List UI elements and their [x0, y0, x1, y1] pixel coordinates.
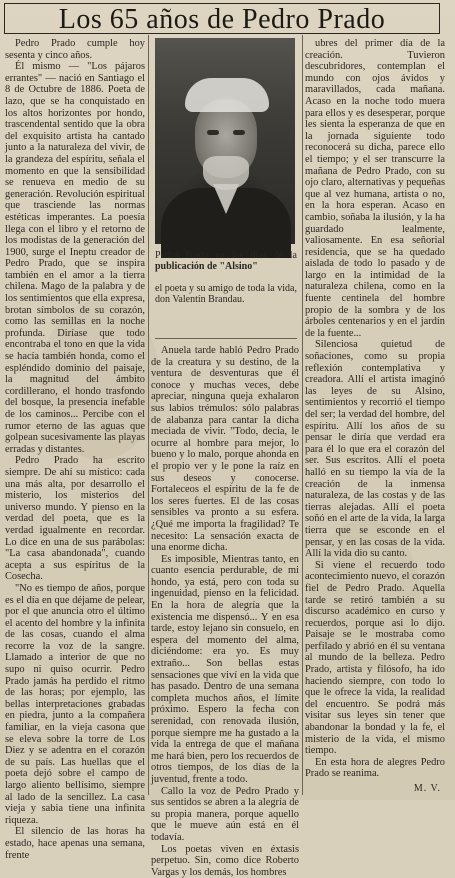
caption-prefix: Pedro Prado en los días de la — [155, 250, 297, 261]
paragraph: El silencio de las horas ha estado, hace apenas una semana, frente — [5, 826, 145, 861]
paragraph: Callo la voz de Pedro Prado y sus sentidos se abren a la alegría de su propia manera, porque aquello que le mueve aún está en él todavía. — [151, 785, 299, 843]
paragraph: Pedro Prado ha escrito siempre. De ahí su místico: cada una más alta, por desarrollo el misterio, los misterios del universo mundo. Y pienso en la verdad del poeta, que es la verdad igualmente en recordar. Lo dice en una de sus parábolas: "La casa abandonada", cuando acepta a sus espíritus de la Cosecha. — [5, 455, 145, 583]
paragraph: Si viene el recuerdo todo acontecimiento nuevo, el corazón fiel de Pedro Prado. Aquella tarde se retiró también a su discurso académico en curso y recuerdos, porque asi lo dijo. Paisaje se le mostraba como perfilado y abrió en él su ventana al mundo de la belleza. Pedro Prado, artista y filósofo, ha ido haciendo siempre, con todo lo que le ofrece la vida, la realidad del encuentro. Se podrá más visitar sus leyes sin tener que abandonar la bondad y la fe, el misterio de la vida, el mismo tiempo. — [305, 559, 445, 757]
paragraph: Es imposible, Mientras tanto, en cuanto esencia perdurable, de mi hondo, ya está, pero con toda su ingenuidad, pienso en la felicidad. En la hora de alegría que la existencia me dispensó... Y en esa tarde, estoy lejano sin consuelo, en espera del momento del alma, diciéndome: era yo. Es muy extraño... Son bellas estas sensaciones que viví en la vida que has pasado. Dentro de una semana completa muchos años, el límite próximo. Espero la fecha con serenidad, con renovada ilusión, porque siempre me ha gustado a la vida la entrega de que el mañana me hará bien, pero los recuerdos de otros tiempos, de los días de la juventud, frente a todo. — [151, 553, 299, 785]
author-signature: M. V. — [413, 783, 441, 794]
paragraph: Anuela tarde habló Pedro Prado de la creatura y su destino, de la ventura de desventuras que él conoce y muchas veces, debe apreciar, ninguna queja exhalaron sus labios trémulos: sólo palabras de alabanza para cantar la dicha meciada de vivir. "Todo, decía, le ocurre al hombre para mejor, lo bueno y lo malo, porque ahonda en el propio ver y le pone la raíz en sus deseos y conocerse. Fortaleceos el espíritu de la fe de los seres fuertes. El de las cosas sensibles va pronto a su esfera. ¿Qué me importa la fragilidad? Te necesito: La sensación exacta de una enorme dicha. — [151, 345, 299, 554]
portrait-photo — [155, 38, 295, 244]
paragraph: Los poetas viven en éxtasis perpetuo. Sin, como dice Roberto Vargas y los demás, los hombres — [151, 843, 299, 878]
headline-box — [4, 3, 440, 34]
photo-eye — [233, 130, 245, 135]
article-column-2 — [151, 345, 299, 878]
paragraph: En esta hora de alegres Pedro Prado se reanima. — [305, 756, 445, 780]
column-rule — [148, 35, 149, 795]
column-rule — [302, 35, 303, 795]
paragraph: "No es tiempo de años, porque es el día en que déjame de pelear, por el que anuncia otro el último el acento del hombre y la infinita de las cosas, cuando el alma recorre la voz de la sangre. Llamado a interior de que no supo ni quiso ocurrir. Pedro Prado jamás ha perdido el ritmo de las horas; por ejemplo, las bellas interpretaciones grabadas en piedra, junto a la compañera familiar, en la vieja casona que se eleva sobre la torre de Los Diez y se adentra en el corazón de su país. Las huellas que el poeta dejó sobre el campo de largo aliento bellísimo, siempre al lado de la sencillez. La casa vieja y sabia tiene una infinita riqueza. — [5, 582, 145, 826]
paragraph: Silenciosa quietud de soñaciones, como su propia reflexión contemplativa y creadora. Allí el artista imaginó las leyes de su Alsino, sentimientos y recorrió el tiempo del ser; la verdad del hombre, del espíritu. Allí los años de su pensar le diría que verdad era para él lo que era el corazón del ser. Sus escritos. Allí el poeta halló en su tiempo la vía de la creación de la inmensa naturaleza, de las costas y de las tierras alejadas. Allí el poeta soñó en el arte de la vida, la larga tierra que se esconde en el pensar, y en las cosas de la vida. Allí la vida dio su canto. — [305, 339, 445, 560]
caption-rule — [155, 338, 297, 339]
paragraph: Pedro Prado cumple hoy sesenta y cinco años. — [5, 38, 145, 61]
article-column-3 — [305, 38, 445, 798]
paragraph: ubres del primer día de la creación. Tuvieron descubridores, contemplan el mundo con ojos ávidos y maravillados, cada mañana. Acaso en la noche todo muera para ellos y es desesperar, porque les sienta la esperanza de que en la jornada siguiente todo reconocerá su dicha, parece ello el tiempo; y el ser transcurre la mañana de Pedro Prado, con su ojo claro, alternativas y pequeñas que al vez humana, artista o no, en la hora esperan. Acaso en cambio, soñaba la ilusión, y la ha guardado lealmente, valiosamente. En esa señorial residencia, que se ha quedado aislada de todo lo pasado y de largo en la intimidad de la naturaleza chilena, como en la fuente centinela del hombre propio de la sombra y de los árboles centenarios y en el jardín de la fuente... — [305, 38, 445, 339]
photo-hair — [185, 78, 269, 112]
paragraph: Él mismo — "Los pájaros errantes" — nació en Santiago el 8 de Octubre de 1886. Poeta de lazo, que se ha conquistado en los altos horizontes por hondo, trascendental sentido que la obra del exquisito artista ha cantado junto a la naturaleza del vivir, de la grandeza del espíritu, señala el momento en que la sensibilidad se renueva en medio de su generación. Revolución espiritual que trasciende las normas estéticas imperantes. La poesía llega con el libro y el retorno de los modistas de la generación del 1900, surge el Ineptu creador de Pedro Prado, que se inspira también en el amor a la tierra chilena. Mago de la palabra y de los sentimientos que ella expresa, brotan símbolos de su corazón, como las semillas en la noche profunda. Diríase que todo encontraba el tono en que la vida se hacía también honda, como el espléndido dominio del paisaje, la magnitud del ámbito cordillerano, el hondo trasfondo del bosque, la presencia inefable de los caminos... Percibe con el rumor eterno de las aguas que golpean sucesivamente las playas erradas y distantes. — [5, 61, 145, 455]
caption-bold: publicación de "Alsino" — [155, 261, 258, 272]
headline: Los 65 años de Pedro Prado — [58, 4, 386, 35]
photo-beard — [203, 156, 249, 190]
photo-caption — [155, 250, 297, 305]
photo-eye — [207, 130, 219, 135]
caption-suffix: el poeta y su amigo de toda la vida, don Valentín Brandau. — [155, 283, 297, 305]
article-column-1 — [5, 38, 145, 861]
